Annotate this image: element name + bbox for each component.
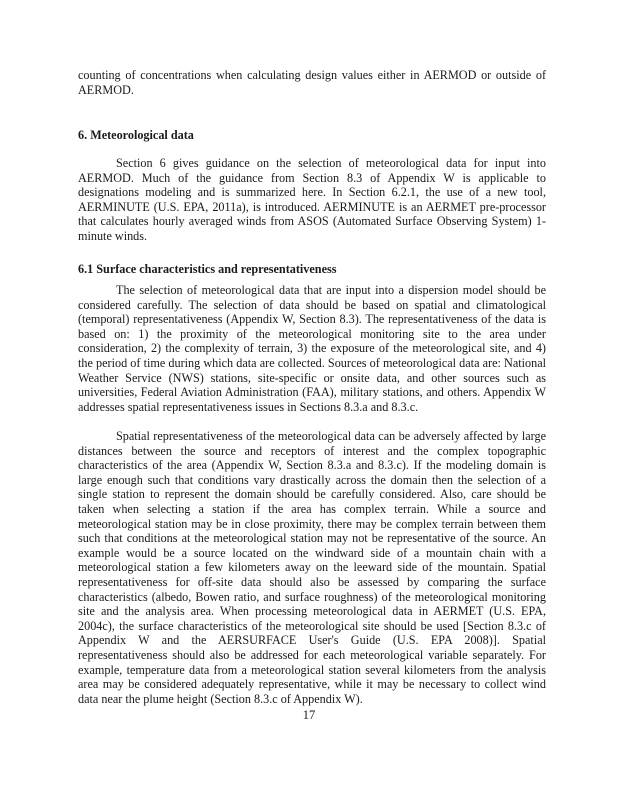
page-number: 17 [302, 708, 316, 722]
continuation-paragraph: counting of concentrations when calculating design values either in AERMOD or outside of AERMOD. [78, 68, 546, 97]
section-6-1-paragraph-2: Spatial representativeness of the meteorological data can be adversely affected by large distances between the source and receptors of interest and the complex topographic characteristics of the area (Appendix W, Section 8.3.a and 8.3.c). If the modeling domain is large enough such that conditions vary drastically across the domain then the selection of a single station to represent the domain should be carefully considered. Also, care should be taken when selecting a station if the area has complex terrain. While a source and meteorological station may be in close proximity, there may be complex terrain between them such that conditions at the meteorological station may not be representative of the source. An example would be a source located on the windward side of a mountain chain with a meteorological station a few kilometers away on the leeward side of the mountain. Spatial representativeness for off-site data should also be assessed by comparing the surface characteristics (albedo, Bowen ratio, and surface roughness) of the meteorological monitoring site and the analysis area. When processing meteorological data in AERMET (U.S. EPA, 2004c), the surface characteristics of the meteorological site should be used [Section 8.3.c of Appendix W and the AERSURFACE User's Guide (U.S. EPA 2008)]. Spatial representativeness should also be addressed for each meteorological variable separately. For example, temperature data from a meteorological station several kilometers from the analysis area may be considered adequately representative, while it may be necessary to collect wind data near the plume height (Section 8.3.c of Appendix W). [78, 429, 546, 706]
section-6-heading: 6. Meteorological data [78, 128, 194, 142]
section-6-1-heading: 6.1 Surface characteristics and representativeness [78, 262, 337, 276]
section-6-paragraph: Section 6 gives guidance on the selection of meteorological data for input into AERMOD. Much of the guidance from Section 8.3 of Appendix W is applicable to designations modeling and is summarized here. In Section 6.2.1, the use of a new tool, AERMINUTE (U.S. EPA, 2011a), is introduced. AERMINUTE is an AERMET pre-processor that calculates hourly averaged winds from ASOS (Automated Surface Observing System) 1-minute winds. [78, 156, 546, 243]
section-6-1-paragraph-1: The selection of meteorological data that are input into a dispersion model should be considered carefully. The selection of data should be based on spatial and climatological (temporal) representativeness (Appendix W, Section 8.3). The representativeness of the data is based on: 1) the proximity of the meteorological monitoring site to the area under consideration, 2) the complexity of terrain, 3) the exposure of the meteorological site, and 4) the period of time during which data are collected. Sources of meteorological data are: National Weather Service (NWS) stations, site-specific or onsite data, and other sources such as universities, Federal Aviation Administration (FAA), military stations, and others. Appendix W addresses spatial representativeness issues in Sections 8.3.a and 8.3.c. [78, 283, 546, 414]
